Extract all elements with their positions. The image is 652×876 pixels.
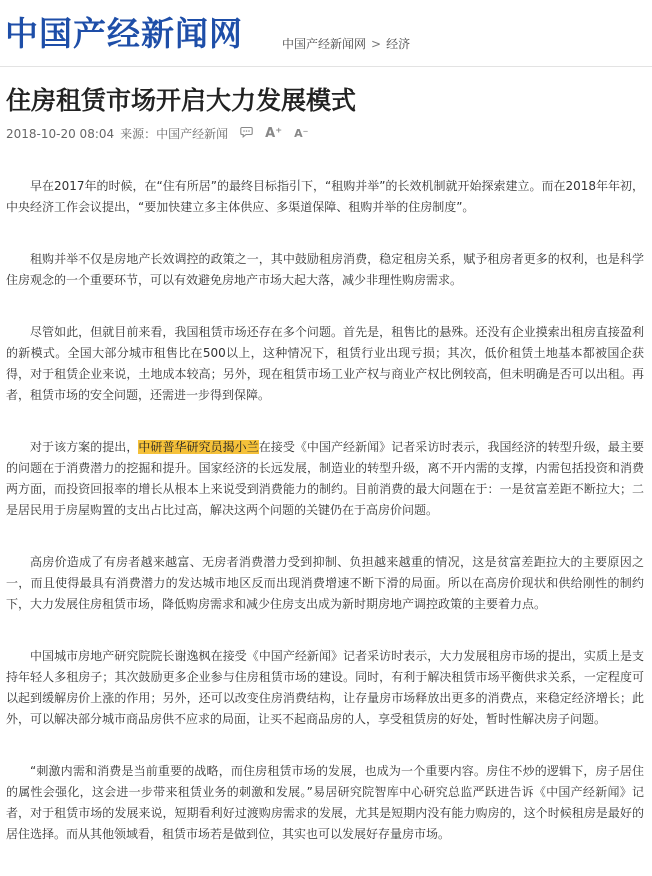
paragraph: 尽管如此，但就目前来看，我国租赁市场还存在多个问题。首先是，租售比的悬殊。还没有企业摸索出租房直接盈利的新模式。全国大部分城市租售比在500以上，这种情况下，租赁行业出现亏损；其次，低价租赁土地基本都被国企获得，对于租赁企业来说，土地成本较高；另外，现在租赁市场工业产权与商业产权比例较高，但未明确是否可以出租。再者，租赁市场的安全问题，还需进一步得到保障。 bbox=[6, 325, 644, 402]
source-label: 来源： bbox=[120, 127, 157, 141]
highlighted-name: 中研普华研究员揭小兰 bbox=[138, 440, 259, 454]
breadcrumb bbox=[282, 36, 410, 52]
paragraph: “刺激内需和消费是当前重要的战略，而住房租赁市场的发展，也成为一个重要内容。房住不炒的逻辑下，房子居住的属性会强化，这会进一步带来租赁业务的刺激和发展。”易居研究院智库中心研究总监严跃进告诉《中国产经新闻》记者，对于租赁市场的发展来说，短期看利好过渡购房需求的发展，尤其是短期内没有能力购房的，这个时候租房是最好的居住选择。而从其他领域看，租赁市场若是做到位，其实也可以发展好存量房市场。 bbox=[6, 764, 644, 841]
comment-icon[interactable] bbox=[240, 126, 253, 142]
paragraph: 早在2017年的时候，在“住有所居”的最终目标指引下，“租购并举”的长效机制就开始探索建立。而在2018年年初，中央经济工作会议提出，“要加快建立多主体供应、多渠道保障、租购并举的住房制度”。 bbox=[6, 179, 644, 214]
paragraph: 租购并举不仅是房地产长效调控的政策之一，其中鼓励租房消费，稳定租房关系，赋予租房者更多的权利，也是科学住房观念的一个重要环节，可以有效避免房地产市场大起大落，减少非理性购房需求。 bbox=[6, 252, 644, 287]
paragraph: 高房价造成了有房者越来越富、无房者消费潜力受到抑制、负担越来越重的情况，这是贫富差距拉大的主要原因之一，而且使得最具有消费潜力的发达城市地区反而出现消费增速不断下滑的局面。所以在高房价现状和供给刚性的制约下，大力发展住房租赁市场，降低购房需求和减少住房支出成为新时期房地产调控政策的主要着力点。 bbox=[6, 555, 644, 611]
source-name: 中国产经新闻 bbox=[156, 127, 229, 141]
paragraph: 中国城市房地产研究院院长谢逸枫在接受《中国产经新闻》记者采访时表示，大力发展租房市场的提出，实质上是支持年轻人多租房子；其次鼓励更多企业参与住房租赁市场的建设。同时，有利于解决租赁市场平衡供求关系，一定程度可以起到缓解房价上涨的作用；另外，还可以改变住房消费结构，让存量房市场释放出更多的消费点，来稳定经济增长；此外，可以解决部分城市商品房供不应求的局面，让买不起商品房的人，享受租赁房的好处，暂时性解决房子问题。 bbox=[6, 649, 644, 726]
article-meta bbox=[6, 126, 308, 142]
paragraph bbox=[6, 437, 644, 521]
article-title: 住房租赁市场开启大力发展模式 bbox=[6, 86, 357, 115]
font-increase-icon[interactable]: A⁺ bbox=[265, 126, 283, 141]
site-header bbox=[0, 0, 652, 64]
publish-date: 2018-10-20 08:04 bbox=[6, 127, 115, 141]
font-decrease-icon[interactable]: A⁻ bbox=[294, 127, 309, 140]
article-body bbox=[6, 176, 644, 876]
header-divider bbox=[0, 66, 652, 67]
breadcrumb-home-link[interactable]: 中国产经新闻网 bbox=[282, 37, 367, 51]
site-logo[interactable]: 中国产经新闻网 bbox=[5, 14, 243, 53]
breadcrumb-separator: > bbox=[371, 37, 382, 51]
breadcrumb-section-link[interactable]: 经济 bbox=[386, 37, 411, 51]
paragraph-text: 对于该方案的提出， bbox=[30, 440, 139, 454]
paragraph-text: 在接受《中国产经新闻》记者采访时表示，我国经济的转型升级，最主要的问题在于消费潜力的挖掘和提升。国家经济的长远发展，制造业的转型升级，离不开内需的支撑，内需包括投资和消费两方面，而投资回报率的增长从根本上来说受到消费能力的制约。目前消费的最大问题在于：一是贫富差距不断拉大；二是居民用于房屋购置的支出占比过高，解决这两个问题的关键仍在于高房价问题。 bbox=[6, 440, 644, 517]
